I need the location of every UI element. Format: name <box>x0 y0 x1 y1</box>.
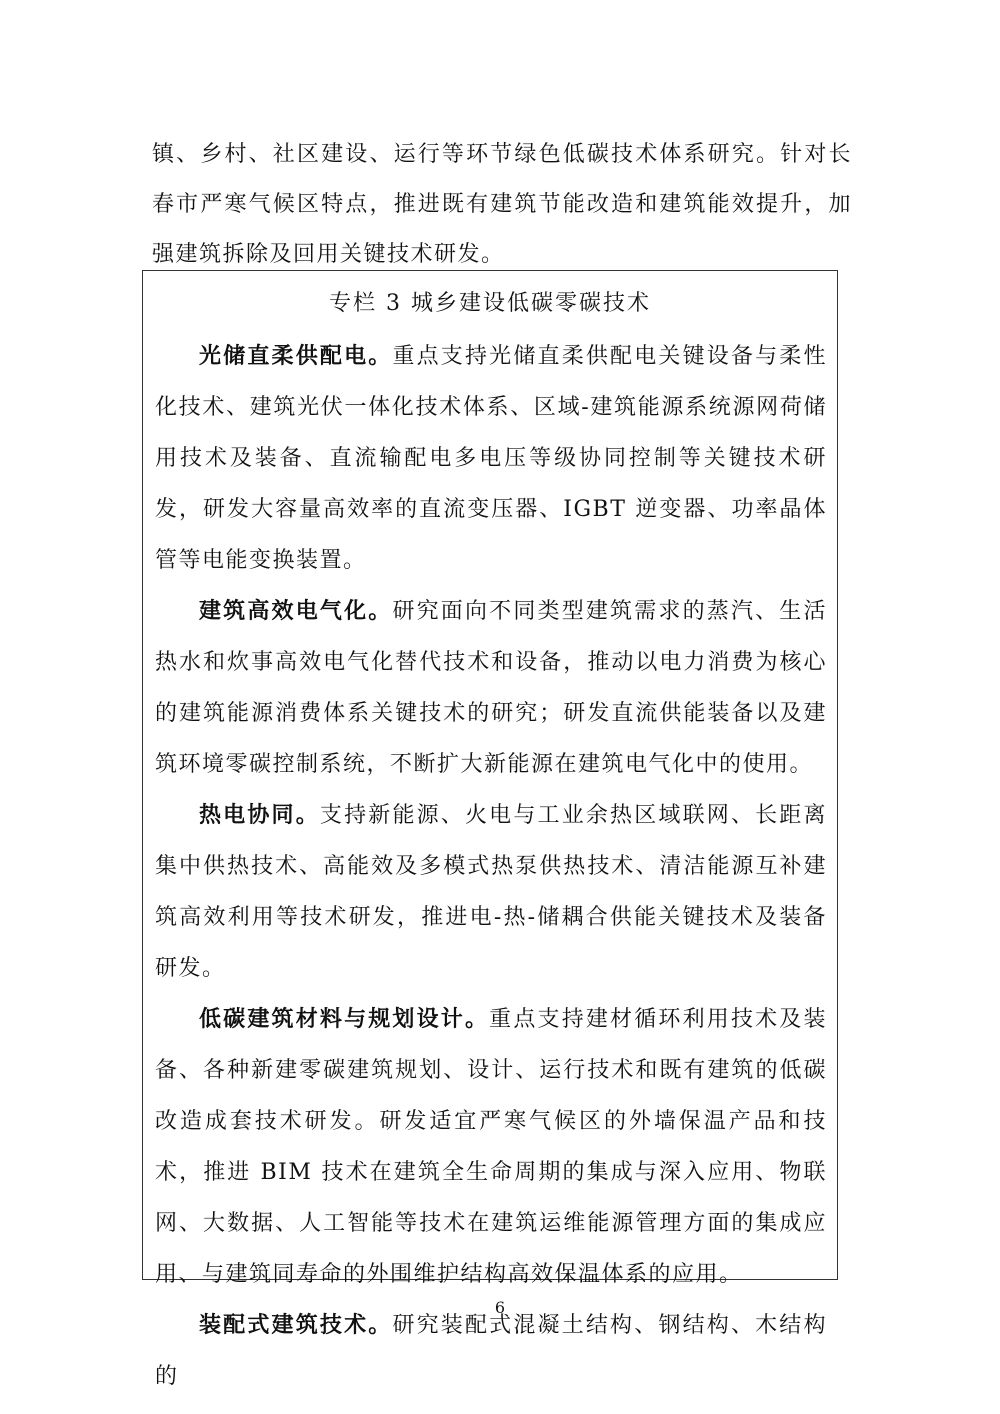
page-number: 6 <box>494 1298 506 1317</box>
paragraph-body: 研究装配式混凝土结构、钢结构、木结构的 <box>155 1313 827 1389</box>
column-title: 专栏 3 城乡建设低碳零碳技术 <box>329 291 651 316</box>
paragraph-lead: 装配式建筑技术。 <box>199 1312 393 1338</box>
column-box <box>142 270 838 1389</box>
intro-paragraph: 镇、乡村、社区建设、运行等环节绿色低碳技术体系研究。针对长春市严寒气候区特点，推进既有建筑节能改造和建筑能效提升，加强建筑拆除及回用关键技术研发。 <box>152 142 852 267</box>
paragraph-heat-power <box>155 790 827 994</box>
paragraph-lead: 光储直柔供配电。 <box>199 343 393 369</box>
paragraph-body: 重点支持光储直柔供配电关键设备与柔性化技术、建筑光伏一体化技术体系、区域-建筑能源系统源网荷储用技术及装备、直流输配电多电压等级协同控制等关键技术研发，研发大容量高效率的直流变压器、IGBT 逆变器、功率晶体管等电能变换装置。 <box>155 344 827 573</box>
paragraph-body: 重点支持建材循环利用技术及装备、各种新建零碳建筑规划、设计、运行技术和既有建筑的低碳改造成套技术研发。研发适宜严寒气候区的外墙保温产品和技术，推进 BIM 技术在建筑全生命周期的集成与深入应用、物联网、大数据、人工智能等技术在建筑运维能源管理方面的集成应用、与建筑同寿命的外围维护结构高效保温体系的应用。 <box>155 1007 827 1287</box>
paragraph-solar-storage <box>155 331 827 586</box>
paragraph-body: 研究面向不同类型建筑需求的蒸汽、生活热水和炊事高效电气化替代技术和设备，推动以电力消费为核心的建筑能源消费体系关键技术的研究；研发直流供能装备以及建筑环境零碳控制系统，不断扩大新能源在建筑电气化中的使用。 <box>155 599 827 777</box>
paragraph-body: 支持新能源、火电与工业余热区域联网、长距离集中供热技术、高能效及多模式热泵供热技术、清洁能源互补建筑高效利用等技术研发，推进电-热-储耦合供能关键技术及装备研发。 <box>155 803 827 981</box>
paragraph-materials-planning <box>155 994 827 1300</box>
paragraph-electrification <box>155 586 827 790</box>
paragraph-lead: 低碳建筑材料与规划设计。 <box>199 1006 490 1032</box>
paragraph-lead: 建筑高效电气化。 <box>199 598 393 624</box>
paragraph-lead: 热电协同。 <box>199 802 320 828</box>
